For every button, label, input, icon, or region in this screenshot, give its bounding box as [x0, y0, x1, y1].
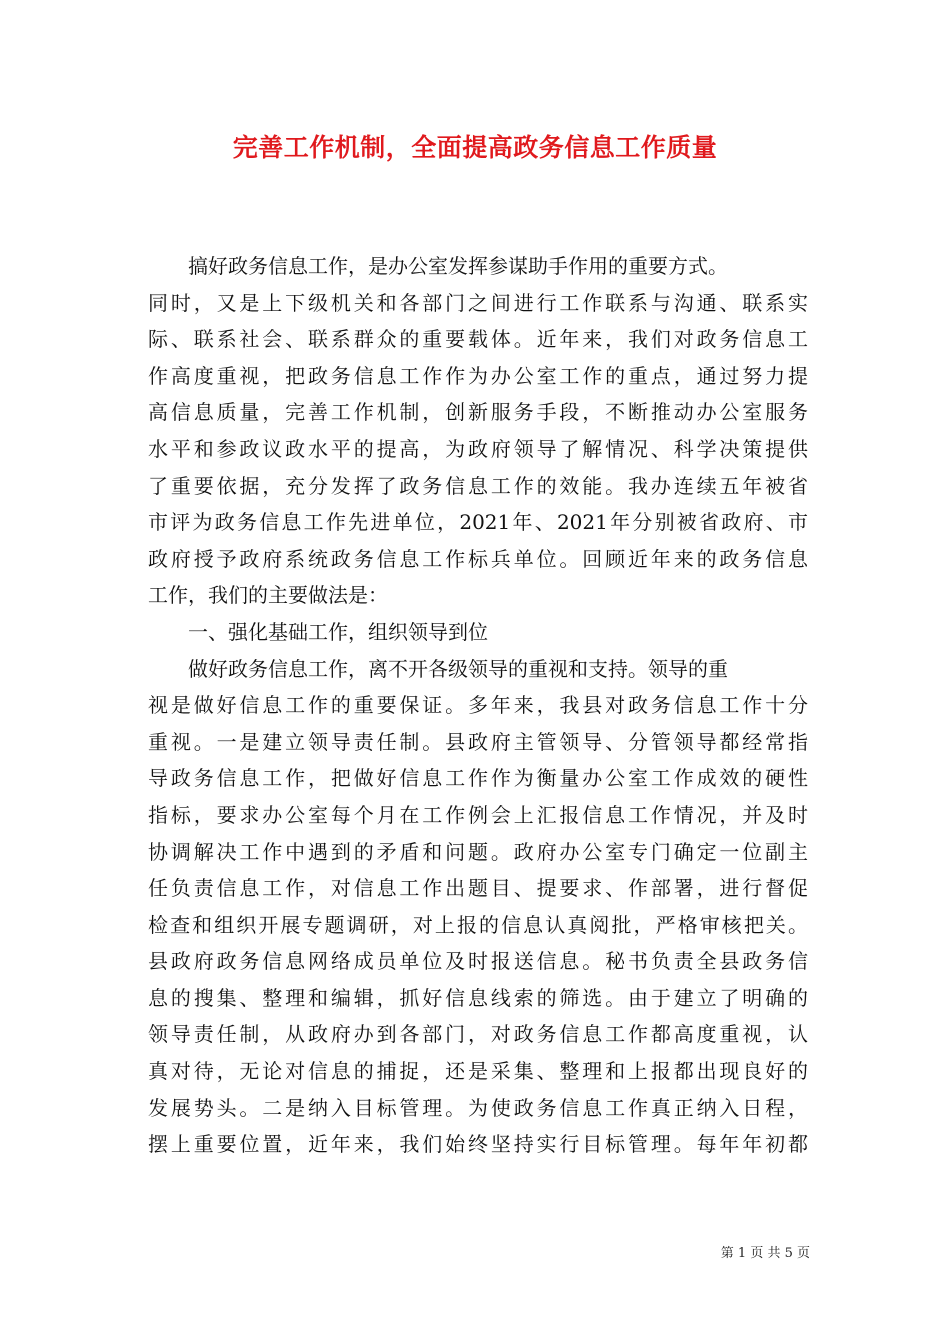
body-line: 息的搜集、整理和编辑，抓好信息线索的筛选。由于建立了明确的 — [148, 985, 808, 1010]
body-line: 发展势头。二是纳入目标管理。为使政务信息工作真正纳入日程， — [148, 1095, 808, 1120]
page-number: 第 1 页 共 5 页 — [720, 1246, 810, 1261]
body-line: 工作，我们的主要做法是： — [148, 583, 388, 608]
body-line: 真对待，无论对信息的捕捉，还是采集、整理和上报都出现良好的 — [148, 1059, 808, 1084]
body-line: 任负责信息工作，对信息工作出题目、提要求、作部署，进行督促 — [148, 876, 808, 901]
body-line: 政府授予政府系统政务信息工作标兵单位。回顾近年来的政务信息 — [148, 546, 808, 571]
body-line: 检查和组织开展专题调研，对上报的信息认真阅批，严格审核把关。 — [148, 912, 808, 937]
section-heading: 一、强化基础工作，组织领导到位 — [188, 619, 488, 644]
body-line: 指标，要求办公室每个月在工作例会上汇报信息工作情况，并及时 — [148, 802, 808, 827]
body-line: 际、联系社会、联系群众的重要载体。近年来，我们对政务信息工 — [148, 327, 808, 352]
body-line: 领导责任制，从政府办到各部门，对政务信息工作都高度重视，认 — [148, 1022, 808, 1047]
body-line: 县政府政务信息网络成员单位及时报送信息。秘书负责全县政务信 — [148, 949, 808, 974]
body-line: 同时，又是上下级机关和各部门之间进行工作联系与沟通、联系实 — [148, 290, 808, 315]
body-line: 视是做好信息工作的重要保证。多年来，我县对政务信息工作十分 — [148, 693, 808, 718]
body-line: 水平和参政议政水平的提高，为政府领导了解情况、科学决策提供 — [148, 436, 808, 461]
body-line: 高信息质量，完善工作机制，创新服务手段，不断推动办公室服务 — [148, 400, 808, 425]
body-line: 搞好政务信息工作，是办公室发挥参谋助手作用的重要方式。 — [188, 254, 728, 278]
body-line: 作高度重视，把政务信息工作作为办公室工作的重点，通过努力提 — [148, 363, 808, 388]
body-line: 市评为政务信息工作先进单位，2021年、2021年分别被省政府、市 — [148, 510, 808, 535]
body-line: 做好政务信息工作，离不开各级领导的重视和支持。领导的重 — [188, 656, 728, 681]
body-line: 导政务信息工作，把做好信息工作作为衡量办公室工作成效的硬性 — [148, 766, 808, 791]
document-body — [148, 248, 808, 1163]
body-line: 摆上重要位置，近年来，我们始终坚持实行目标管理。每年年初都 — [148, 1132, 808, 1157]
body-line: 协调解决工作中遇到的矛盾和问题。政府办公室专门确定一位副主 — [148, 839, 808, 864]
body-line: 了重要依据，充分发挥了政务信息工作的效能。我办连续五年被省 — [148, 473, 808, 498]
body-line: 重视。一是建立领导责任制。县政府主管领导、分管领导都经常指 — [148, 729, 808, 754]
document-title: 完善工作机制，全面提高政务信息工作质量 — [232, 133, 718, 162]
